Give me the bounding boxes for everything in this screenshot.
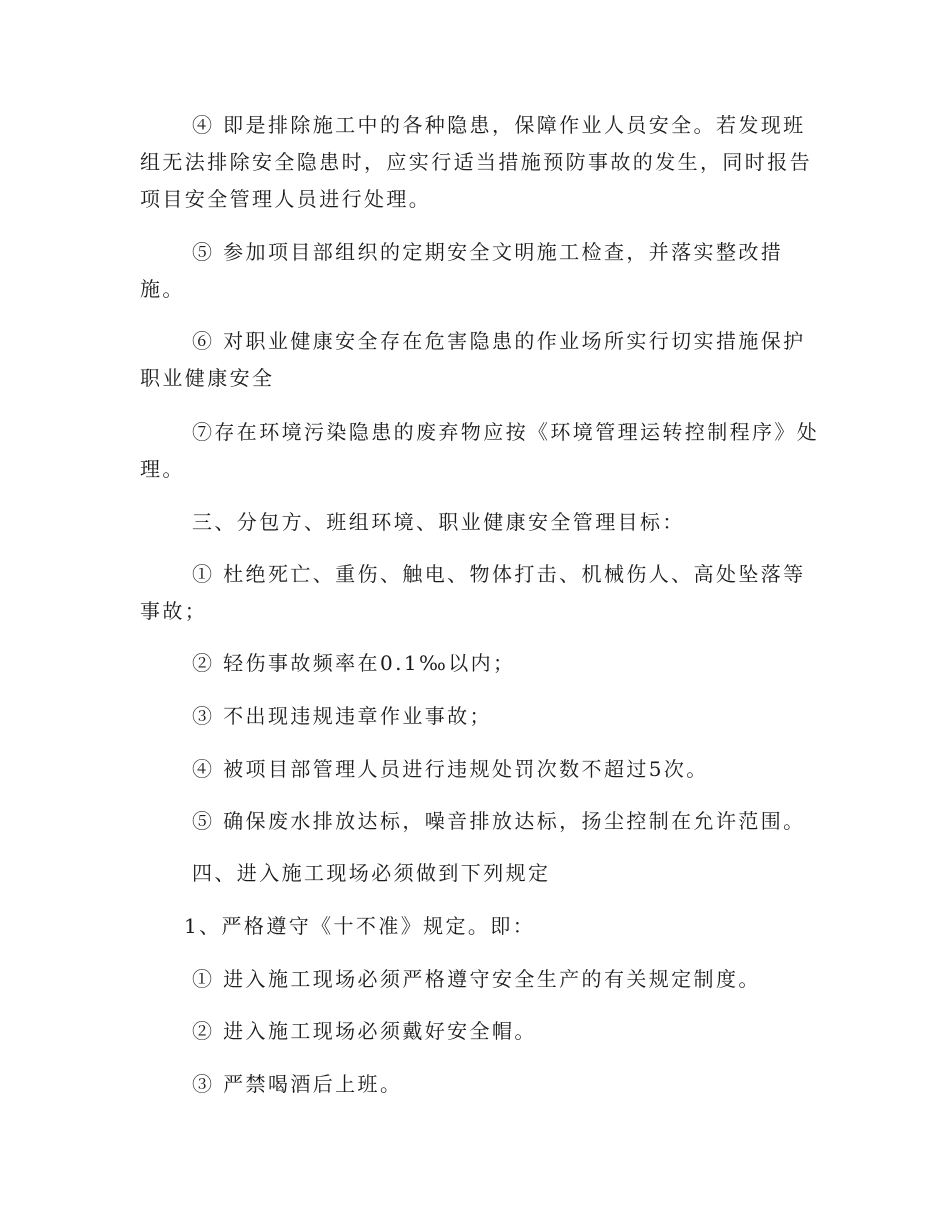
paragraph-item-4-hazard-removal: ④ 即是排除施工中的各种隐患，保障作业人员安全。若发现班组无法排除安全隐患时，应实行适当措施预防事故的发生，同时报告项目安全管理人员进行处理。 (140, 113, 812, 211)
paragraph-item-5-inspection: ⑤ 参加项目部组织的定期安全文明施工检查，并落实整改措施。 (140, 240, 784, 301)
section-heading-4: 四、进入施工现场必须做到下列规定 (192, 861, 551, 885)
goal-item-3: ③ 不出现违规违章作业事故； (192, 704, 492, 728)
section-heading-3: 三、分包方、班组环境、职业健康安全管理目标： (192, 510, 685, 534)
goal-item-2: ② 轻伤事故频率在0.1‰以内； (192, 651, 516, 675)
rule-item-1: ① 进入施工现场必须严格遵守安全生产的有关规定制度。 (192, 967, 761, 991)
goal-item-5: ⑤ 确保废水排放达标，噪音排放达标，扬尘控制在允许范围。 (192, 809, 806, 833)
rule-item-3: ③ 严禁喝酒后上班。 (192, 1072, 403, 1096)
paragraph-item-6-health-protection: ⑥ 对职业健康安全存在危害隐患的作业场所实行切实措施保护职业健康安全 (140, 329, 806, 390)
paragraph-item-7-waste: ⑦存在环境污染隐患的废弃物应按《环境管理运转控制程序》处理。 (140, 420, 820, 481)
rule-item-2: ② 进入施工现场必须戴好安全帽。 (192, 1019, 537, 1043)
rule-heading-1: 1、严格遵守《十不准》规定。即： (184, 914, 536, 938)
goal-item-4: ④ 被项目部管理人员进行违规处罚次数不超过5次。 (192, 757, 709, 781)
goal-item-1: ① 杜绝死亡、重伤、触电、物体打击、机械伤人、高处坠落等事故； (140, 562, 806, 623)
